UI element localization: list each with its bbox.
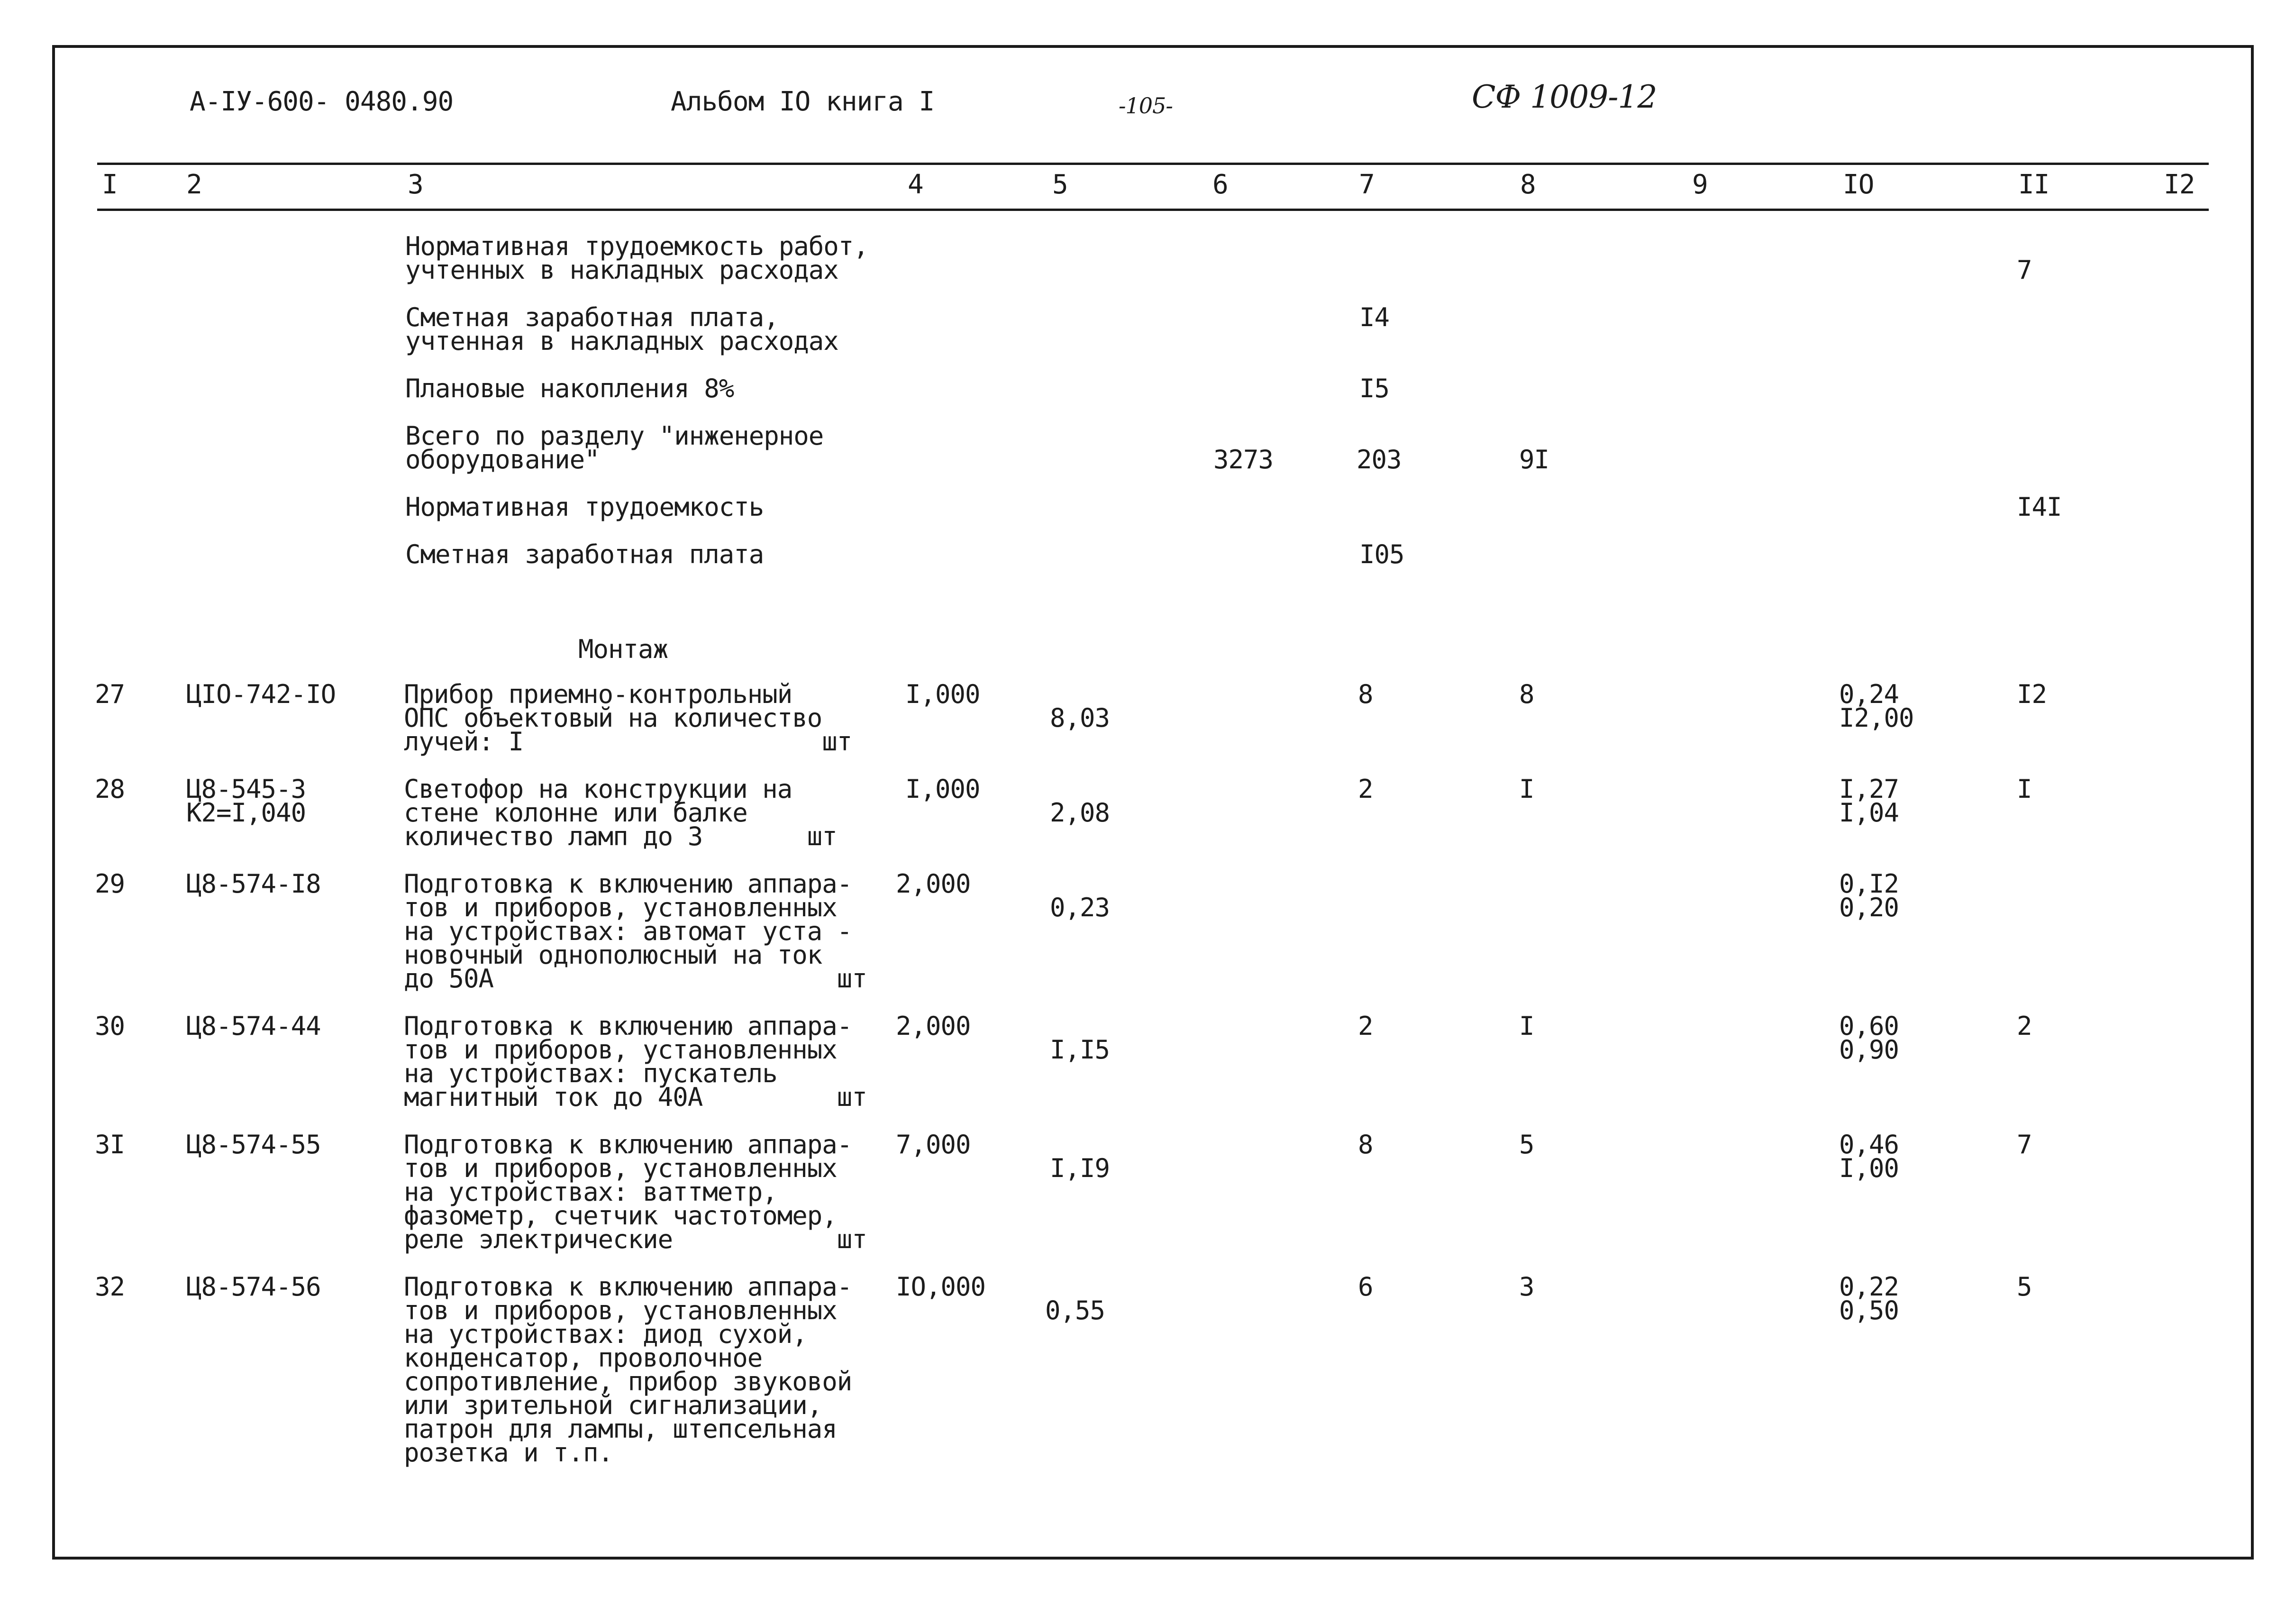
row-code: ЦIO-742-IO — [186, 679, 336, 709]
row-number: 30 — [95, 1011, 125, 1041]
summary-text: Сметная заработная плата, учтенная в накладных расходах — [405, 302, 838, 356]
row-col5: 2,08 — [1050, 798, 1110, 828]
row-code: Ц8-545-3 К2=I,040 — [186, 774, 306, 828]
row-code: Ц8-574-I8 — [186, 869, 321, 899]
row-col10: 0,I2 0,20 — [1839, 869, 1899, 922]
row-col10: 0,60 0,90 — [1839, 1011, 1899, 1065]
row-col5: I,I9 — [1050, 1153, 1110, 1183]
col-header-11: II — [2018, 169, 2049, 200]
row-number: 28 — [95, 774, 125, 804]
row-col5: 0,55 — [1045, 1296, 1105, 1325]
summary-col11: I4I — [2017, 492, 2062, 522]
row-description: Прибор приемно-контрольный ОПС объектовый на количество лучей: I шт — [404, 679, 852, 757]
row-col7: 2 — [1358, 1011, 1373, 1041]
header-rule-top — [97, 163, 2209, 165]
row-description: Подготовка к включению аппара- тов и приборов, установленных на устройствах: диод сухой, конденсатор, проволочное сопротивление, прибор звуковой или зрительной сигнализации, патрон для лампы, штепсельная розетка и т.п. — [404, 1272, 852, 1468]
col-header-12: I2 — [2164, 169, 2195, 200]
album-label: Альбом IO книга I — [671, 86, 935, 117]
row-col10: 0,46 I,00 — [1839, 1130, 1899, 1183]
row-description: Подготовка к включению аппара- тов и приборов, установленных на устройствах: ваттметр, фазометр, счетчик частотомер, реле электрические шт — [404, 1130, 867, 1254]
summary-text: Нормативная трудоемкость — [405, 492, 764, 522]
summary-col11: 7 — [2017, 255, 2032, 285]
summary-text: Сметная заработная плата — [405, 539, 764, 569]
page-frame — [52, 45, 2254, 1560]
sheet-code: СФ 1009-12 — [1472, 79, 1657, 115]
col-header-3: 3 — [408, 169, 423, 200]
row-quantity: IO,000 — [896, 1272, 986, 1302]
row-col5: I,I5 — [1050, 1035, 1110, 1065]
section-title: Монтаж — [578, 634, 668, 664]
row-number: 27 — [95, 679, 125, 709]
summary-col6: 3273 — [1213, 445, 1274, 474]
summary-text: Нормативная трудоемкость работ, учтенных в накладных расходах — [405, 231, 868, 285]
row-col8: I — [1519, 1011, 1534, 1041]
row-col8: 3 — [1519, 1272, 1534, 1302]
col-header-5: 5 — [1052, 169, 1068, 200]
doc-code: А-IУ-600- 0480.90 — [190, 86, 454, 117]
row-col8: 5 — [1519, 1130, 1534, 1159]
row-col7: 8 — [1358, 1130, 1373, 1159]
row-number: 29 — [95, 869, 125, 899]
row-description: Подготовка к включению аппара- тов и приборов, установленных на устройствах: пускатель магнитный ток до 40А шт — [404, 1011, 867, 1112]
row-quantity: 2,000 — [896, 1011, 971, 1041]
row-col11: I2 — [2017, 679, 2047, 709]
row-quantity: I,000 — [905, 774, 980, 804]
row-quantity: 7,000 — [896, 1130, 971, 1159]
row-number: 32 — [95, 1272, 125, 1302]
page-number: -105- — [1119, 93, 1173, 119]
row-col8: 8 — [1519, 679, 1534, 709]
row-col8: I — [1519, 774, 1534, 804]
row-col5: 8,03 — [1050, 703, 1110, 733]
col-header-6: 6 — [1212, 169, 1228, 200]
row-description: Подготовка к включению аппара- тов и приборов, установленных на устройствах: автомат уста - новочный однополюсный на ток до 50А шт — [404, 869, 867, 994]
summary-col7: I05 — [1359, 539, 1404, 569]
row-code: Ц8-574-44 — [186, 1011, 321, 1041]
col-header-2: 2 — [186, 169, 202, 200]
summary-col7: I5 — [1359, 374, 1390, 403]
row-col5: 0,23 — [1050, 893, 1110, 922]
col-header-1: I — [102, 169, 118, 200]
header-rule-bottom — [97, 209, 2209, 211]
summary-col7: 203 — [1357, 445, 1402, 474]
row-code: Ц8-574-55 — [186, 1130, 321, 1159]
col-header-7: 7 — [1359, 169, 1375, 200]
row-code: Ц8-574-56 — [186, 1272, 321, 1302]
summary-col7: I4 — [1359, 302, 1390, 332]
row-col11: 7 — [2017, 1130, 2032, 1159]
row-number: 3I — [95, 1130, 125, 1159]
row-col10: I,27 I,04 — [1839, 774, 1899, 828]
summary-text: Плановые накопления 8% — [405, 374, 734, 403]
col-header-9: 9 — [1692, 169, 1708, 200]
col-header-8: 8 — [1520, 169, 1536, 200]
col-header-4: 4 — [908, 169, 923, 200]
row-col7: 2 — [1358, 774, 1373, 804]
summary-col8: 9I — [1519, 445, 1549, 474]
row-col11: 5 — [2017, 1272, 2032, 1302]
row-col11: 2 — [2017, 1011, 2032, 1041]
row-quantity: I,000 — [905, 679, 980, 709]
row-col10: 0,22 0,50 — [1839, 1272, 1899, 1325]
row-description: Светофор на конструкции на стене колонне или балке количество ламп до 3 шт — [404, 774, 837, 851]
row-col11: I — [2017, 774, 2032, 804]
summary-text: Всего по разделу "инженерное оборудование" — [405, 421, 824, 474]
col-header-10: IO — [1843, 169, 1874, 200]
row-col7: 8 — [1358, 679, 1373, 709]
row-col10: 0,24 I2,00 — [1839, 679, 1914, 733]
row-quantity: 2,000 — [896, 869, 971, 899]
row-col7: 6 — [1358, 1272, 1373, 1302]
